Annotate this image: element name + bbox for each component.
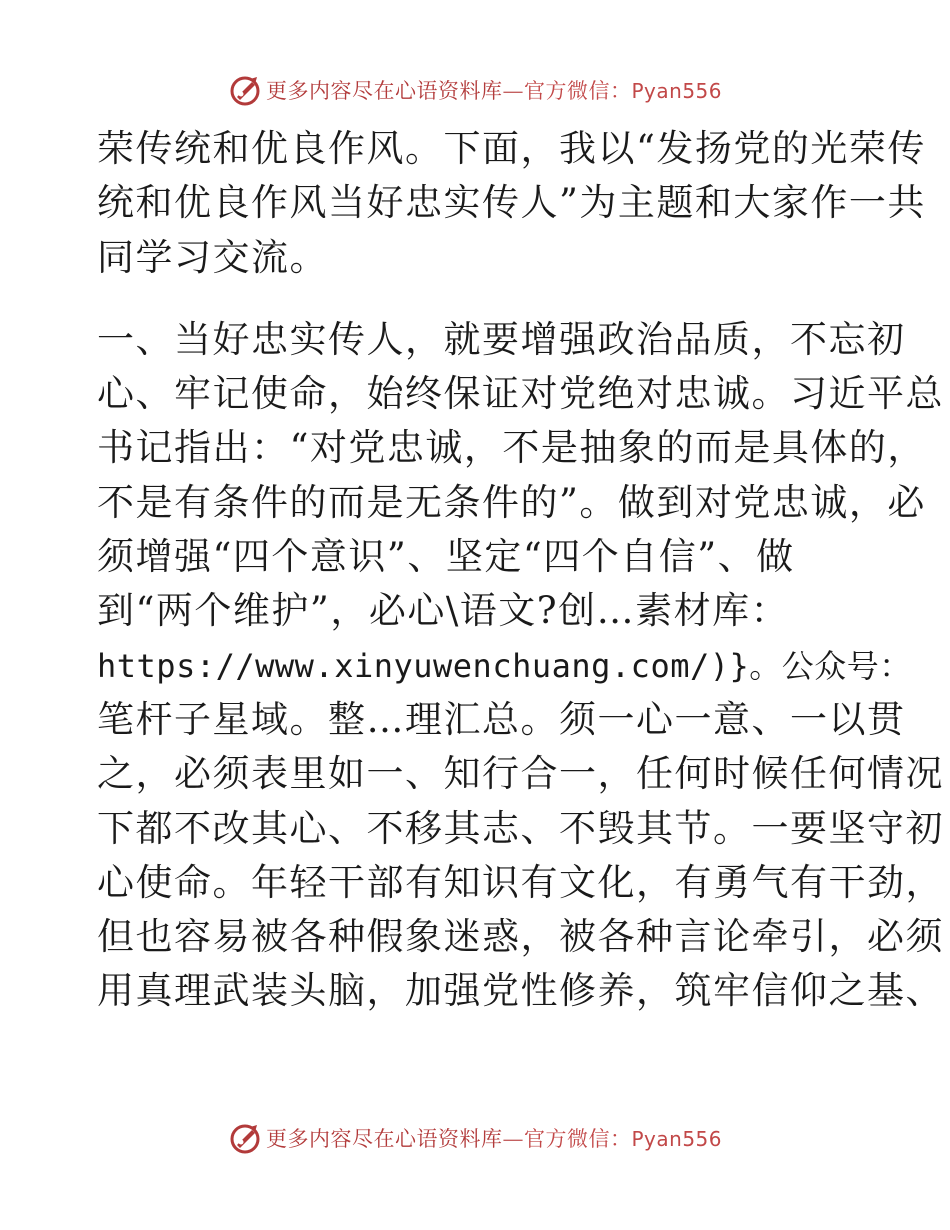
brand-logo-icon: [228, 73, 262, 107]
paragraph-gap: [97, 285, 857, 313]
header-banner-text: 更多内容尽在心语资料库—官方微信：Pyan556: [265, 79, 722, 103]
text-line: 同学习交流。: [97, 235, 328, 279]
text-line: 下都不改其心、不移其志、不毁其节。一要坚守初: [97, 806, 944, 850]
text-line: 之，必须表里如一、知行合一，任何时候任何情况: [97, 752, 944, 796]
paragraph-1: [97, 122, 926, 285]
url-text-line: https://www.xinyuwenchuang.com/)}。公众号：: [97, 646, 912, 685]
text-line: 不是有条件的而是无条件的”。做到对党忠诚，必: [97, 480, 926, 524]
text-line: 统和优良作风当好忠实传人”为主题和大家作一共: [97, 181, 926, 225]
brand-logo-icon: [228, 1121, 262, 1155]
header-banner: [0, 70, 950, 110]
text-line: 但也容易被各种假象迷惑，被各种言论牵引，必须: [97, 915, 944, 959]
footer-banner: [0, 1118, 950, 1158]
text-line: 笔杆子星域。整…理汇总。须一心一意、一以贯: [97, 697, 906, 741]
text-line: 一、当好忠实传人，就要增强政治品质，不忘初: [97, 317, 906, 361]
document-body: [97, 122, 944, 1019]
paragraph-2: [97, 313, 944, 1019]
text-line: 到“两个维护”，必心\语文?创…素材库：: [97, 589, 790, 633]
text-line: 书记指出：“对党忠诚，不是抽象的而是具体的，: [97, 426, 926, 470]
text-line: 用真理武装头脑，加强党性修养，筑牢信仰之基、: [97, 969, 944, 1013]
text-line: 心、牢记使命，始终保证对党绝对忠诚。习近平总: [97, 372, 944, 416]
footer-banner-text: 更多内容尽在心语资料库—官方微信：Pyan556: [265, 1127, 722, 1151]
text-line: 须增强“四个意识”、坚定“四个自信”、做: [97, 535, 795, 579]
text-line: 心使命。年轻干部有知识有文化，有勇气有干劲，: [97, 860, 944, 904]
text-line: 荣传统和优良作风。下面，我以“发扬党的光荣传: [97, 127, 926, 170]
